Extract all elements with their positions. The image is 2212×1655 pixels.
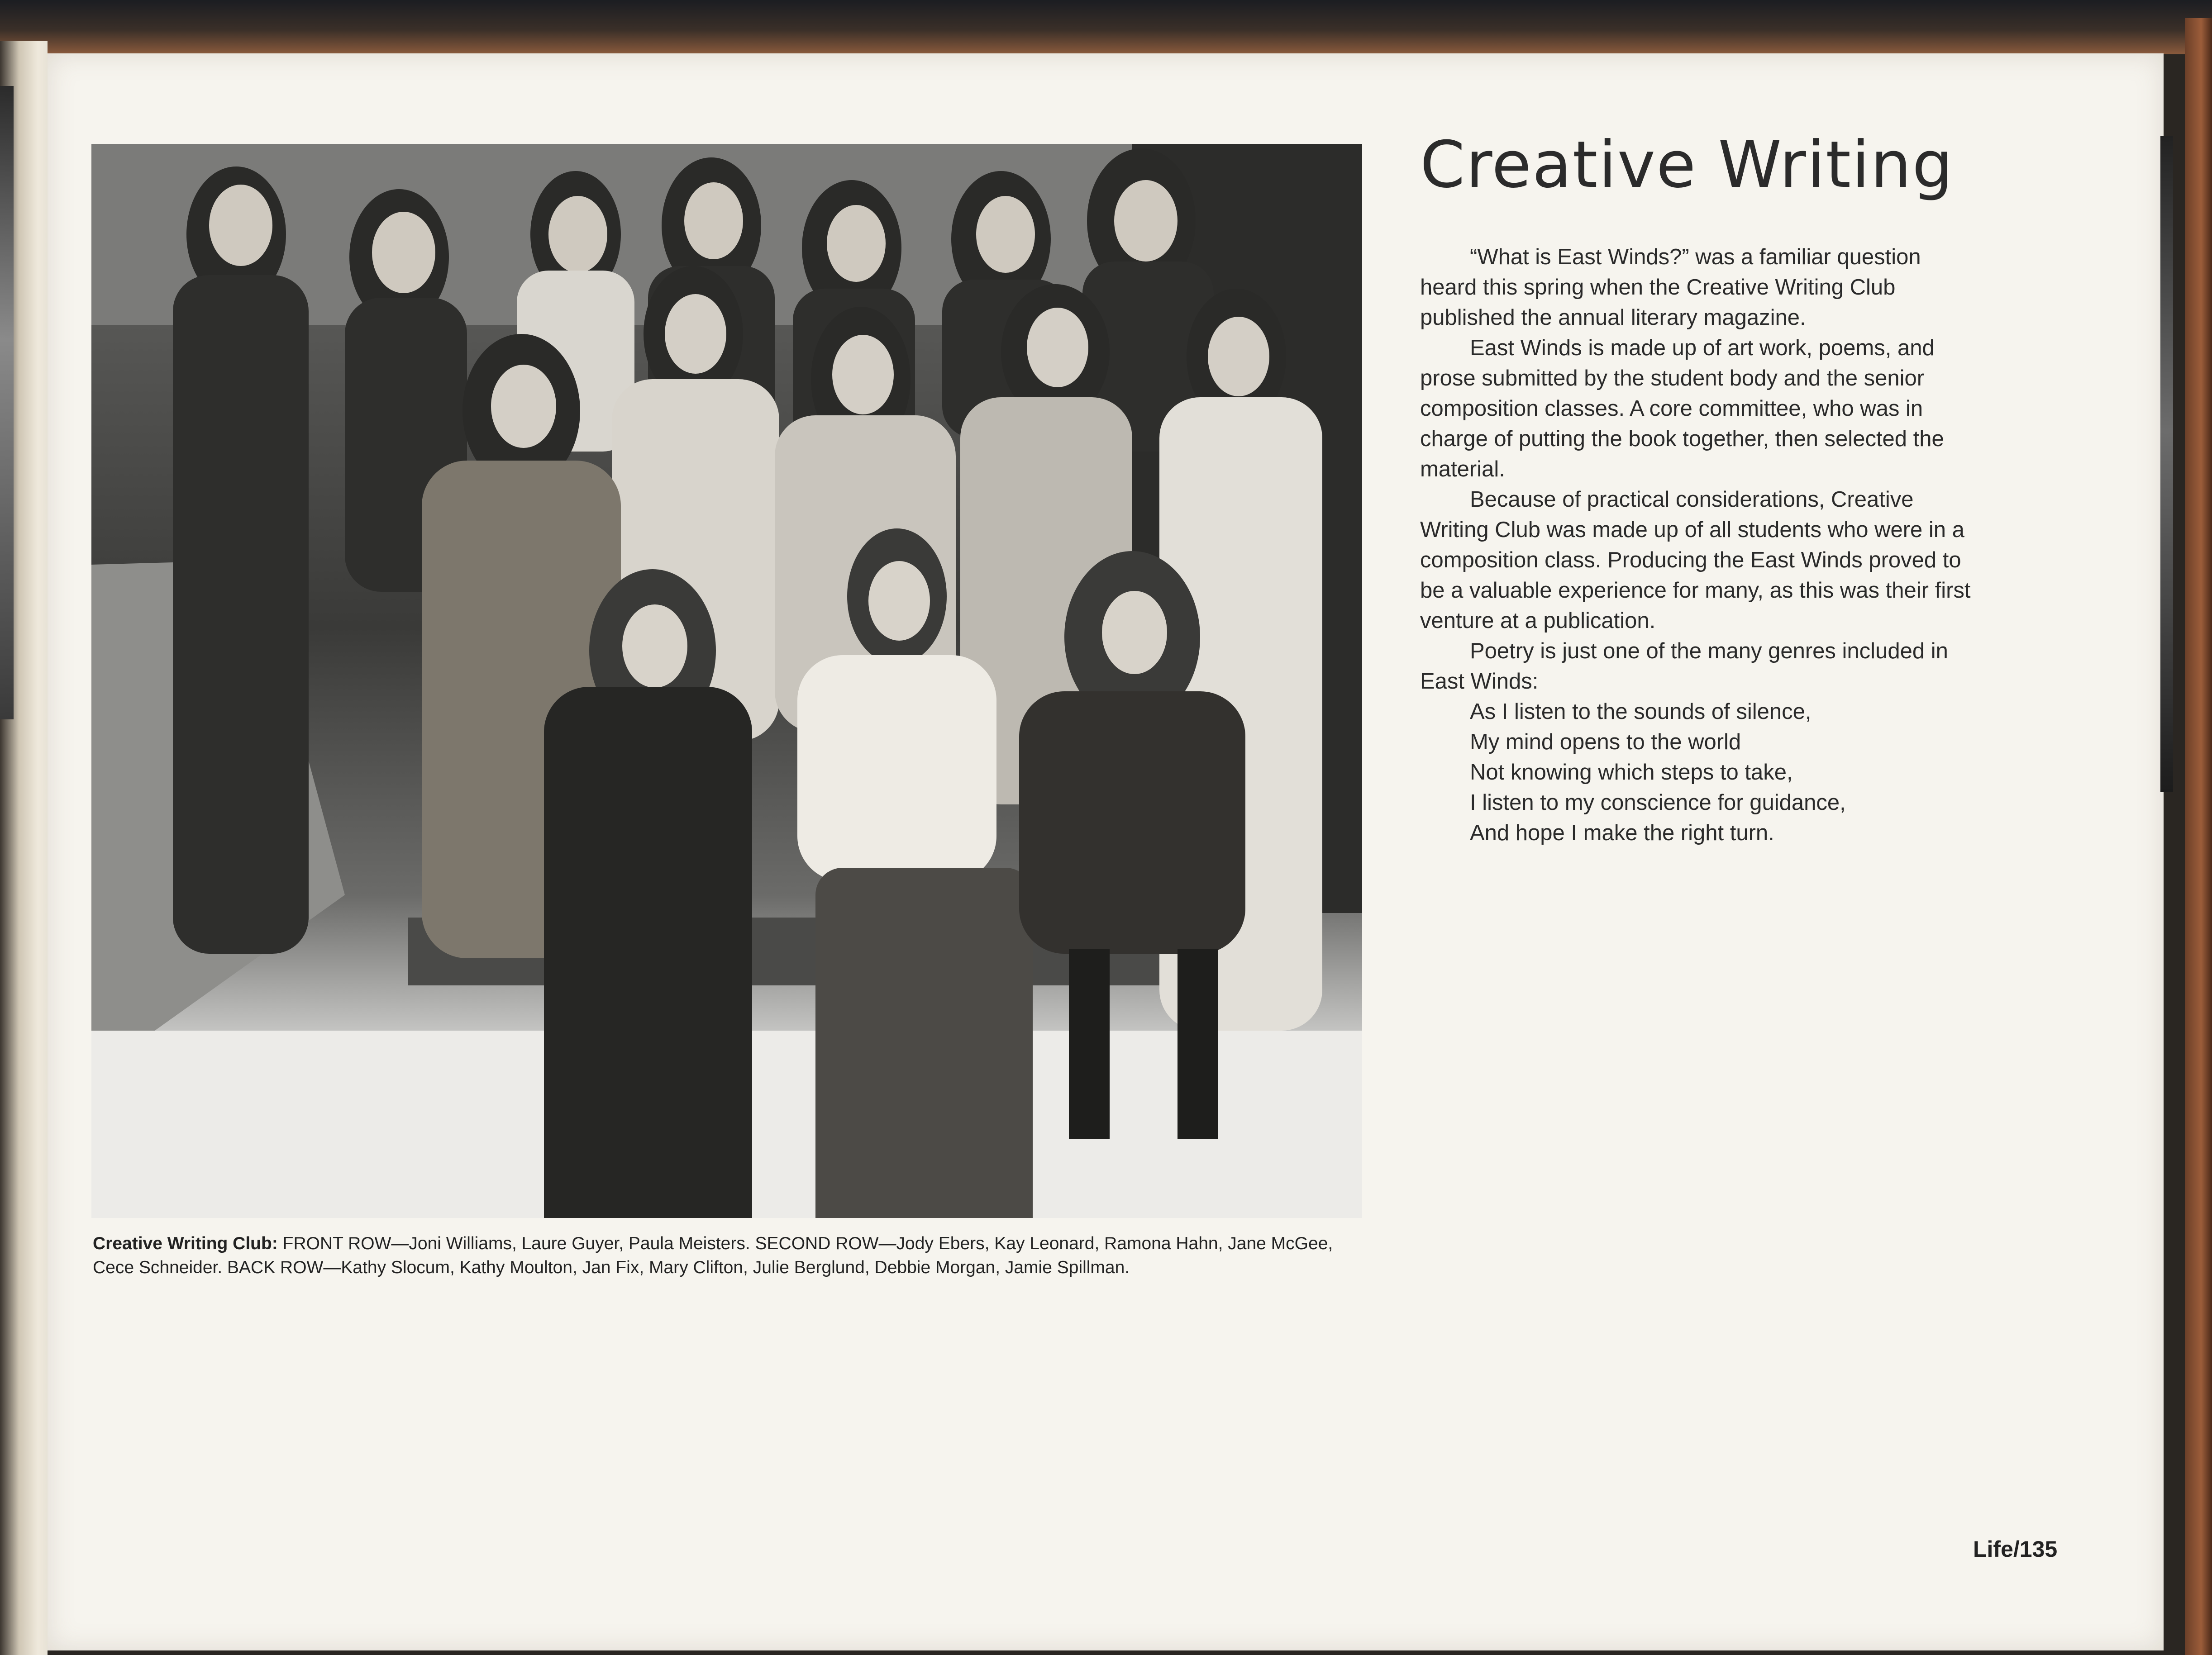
article-paragraph: Because of practical considerations, Creative Writing Club was made up of all students who were in a composition class. Producing the East Winds proved to be a valuable experience for many, as this was their first venture at a publication.	[1420, 487, 1971, 633]
club-group-photo	[91, 144, 1362, 1218]
photo-caption	[93, 1232, 1369, 1279]
poem-line: I listen to my conscience for guidance,	[1470, 790, 1846, 815]
caption-label: Creative Writing Club:	[93, 1234, 278, 1253]
caption-names: FRONT ROW—Joni Williams, Laure Guyer, Paula Meisters. SECOND ROW—Jody Ebers, Kay Leonard, Ramona Hahn, Jane McGee, Cece Schneider. BACK ROW—Kathy Slocum, Kathy Moulton, Jan Fix, Mary Clifton, Julie Berglund, Debbie Morgan, Jamie Spillman.	[93, 1234, 1333, 1277]
facing-page-strip	[0, 86, 14, 719]
poem-line: And hope I make the right turn.	[1470, 821, 1774, 845]
book-top-edge	[0, 0, 2212, 54]
article-paragraph: East Winds is made up of art work, poems, and prose submitted by the student body and the senior composition classes. A core committee, who was in charge of putting the book together, then selected the material.	[1420, 336, 1944, 481]
page-title: Creative Writing	[1420, 128, 1954, 202]
article-paragraph: Poetry is just one of the many genres included in East Winds:	[1420, 639, 1948, 694]
next-page-strip	[2160, 136, 2173, 792]
poem-line: As I listen to the sounds of silence,	[1470, 699, 1812, 724]
poem-line: Not knowing which steps to take,	[1470, 760, 1793, 785]
poem-line: My mind opens to the world	[1470, 730, 1741, 754]
page-number: Life/135	[1973, 1536, 2058, 1562]
article-paragraph: “What is East Winds?” was a familiar question heard this spring when the Creative Writing Club published the annual literary magazine.	[1420, 245, 1921, 330]
article-body	[1420, 242, 1977, 848]
poem	[1470, 697, 1977, 848]
book-cover-edge	[2185, 18, 2212, 1655]
